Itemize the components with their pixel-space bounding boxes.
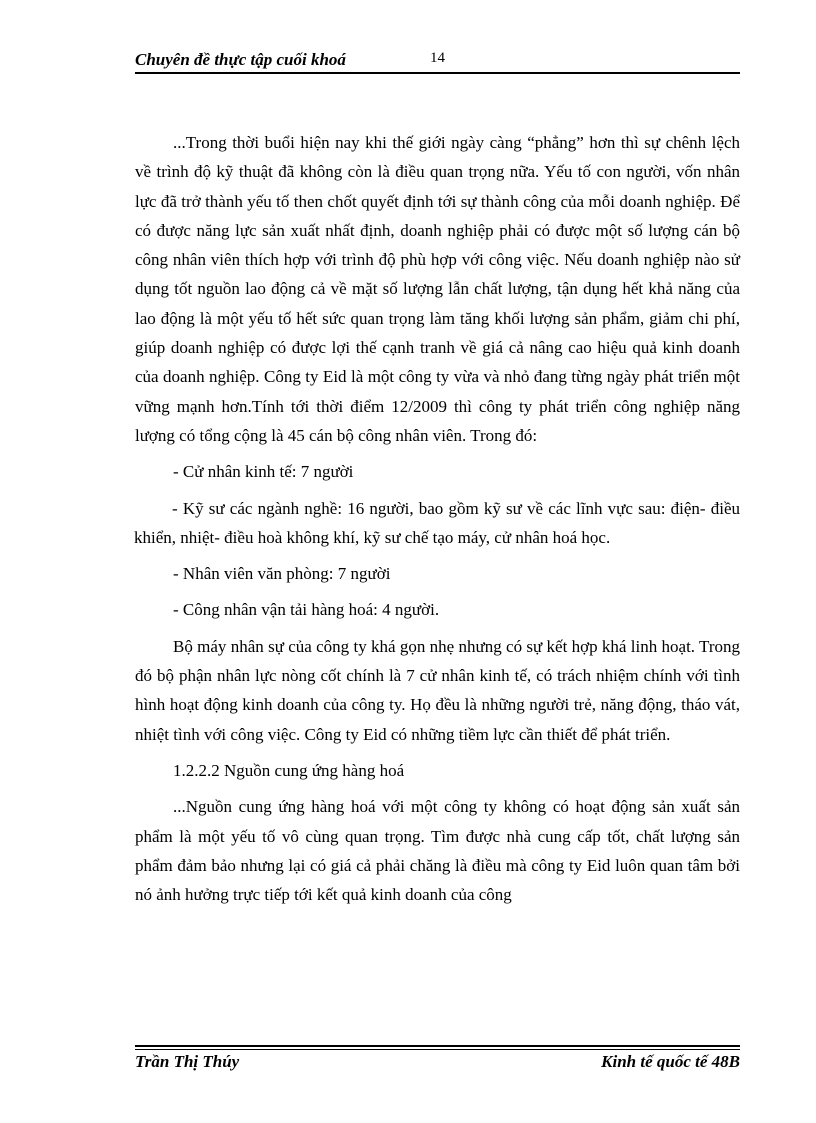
footer-author: Trần Thị Thúy — [135, 1052, 240, 1071]
paragraph-supply: ...Nguồn cung ứng hàng hoá với một công ty không có hoạt động sản xuất sản phẩm là một yếu tố vô cùng quan trọng. Tìm được nhà cung cấp tốt, chất lượng sản phẩm đảm bảo nhưng lại có giá cả phải chăng là điều mà công ty Eid luôn quan tâm bởi nó ảnh hưởng trực tiếp tới kết quả kinh doanh của công — [135, 797, 740, 905]
list-item-engineers: - Kỹ sư các ngành nghề: 16 người, bao gồm kỹ sư về các lĩnh vực sau: điện- điều khiển, nhiệt- điều hoà không khí, kỹ sư chế tạo máy, cử nhân hoá học. — [134, 498, 740, 547]
header-rule — [135, 72, 740, 74]
list-item-economists: - Cử nhân kinh tế: 7 người — [173, 462, 354, 482]
footer-class: Kinh tế quốc tế 48B — [601, 1052, 740, 1071]
paragraph-personnel: Bộ máy nhân sự của công ty khá gọn nhẹ nhưng có sự kết hợp khá linh hoạt. Trong đó bộ phận nhân lực nòng cốt chính là 7 cử nhân kinh tế, có trách nhiệm chính với tình hình hoạt động kinh doanh của công ty. Họ đều là những người trẻ, năng động, tháo vát, nhiệt tình với công việc. Công ty Eid có những tiềm lực cần thiết để phát triển. — [135, 636, 740, 744]
document-title: Chuyên đề thực tập cuối khoá — [135, 50, 346, 69]
page-body — [135, 128, 740, 909]
footer-rule-top — [135, 1045, 740, 1047]
section-heading: 1.2.2.2 Nguồn cung ứng hàng hoá — [173, 760, 405, 780]
list-item-office-staff: - Nhân viên văn phòng: 7 người — [173, 564, 391, 584]
list-item-transport-workers: - Công nhân vận tải hàng hoá: 4 người. — [173, 600, 440, 620]
footer-rule-bottom — [135, 1049, 740, 1050]
page-number: 14 — [430, 50, 445, 66]
paragraph-intro: ...Trong thời buổi hiện nay khi thế giới ngày càng “phẳng” hơn thì sự chênh lệch về trình độ kỹ thuật đã không còn là điều quan trọng nữa. Yếu tố con người, vốn nhân lực đã trở thành yếu tố then chốt quyết định tới sự thành công của mỗi doanh nghiệp. Để có được năng lực sản xuất nhất định, doanh nghiệp phải có được một số lượng cán bộ công nhân viên thích hợp với trình độ phù hợp với công việc. Nếu doanh nghiệp nào sử dụng tốt nguồn lao động cả về mặt số lượng lẫn chất lượng, tận dụng hết khả năng của lao động là một yếu tố hết sức quan trọng làm tăng khối lượng sản phẩm, giảm chi phí, giúp doanh nghiệp có được lợi thế cạnh tranh về giá cả nâng cao hiệu quả kinh doanh của doanh nghiệp. Công ty Eid là một công ty vừa và nhỏ đang từng ngày phát triển một vững mạnh hơn.Tính tới thời điểm 12/2009 thì công ty phát triển công nghiệp năng lượng có tổng cộng là 45 cán bộ công nhân viên. Trong đó: — [135, 133, 740, 445]
